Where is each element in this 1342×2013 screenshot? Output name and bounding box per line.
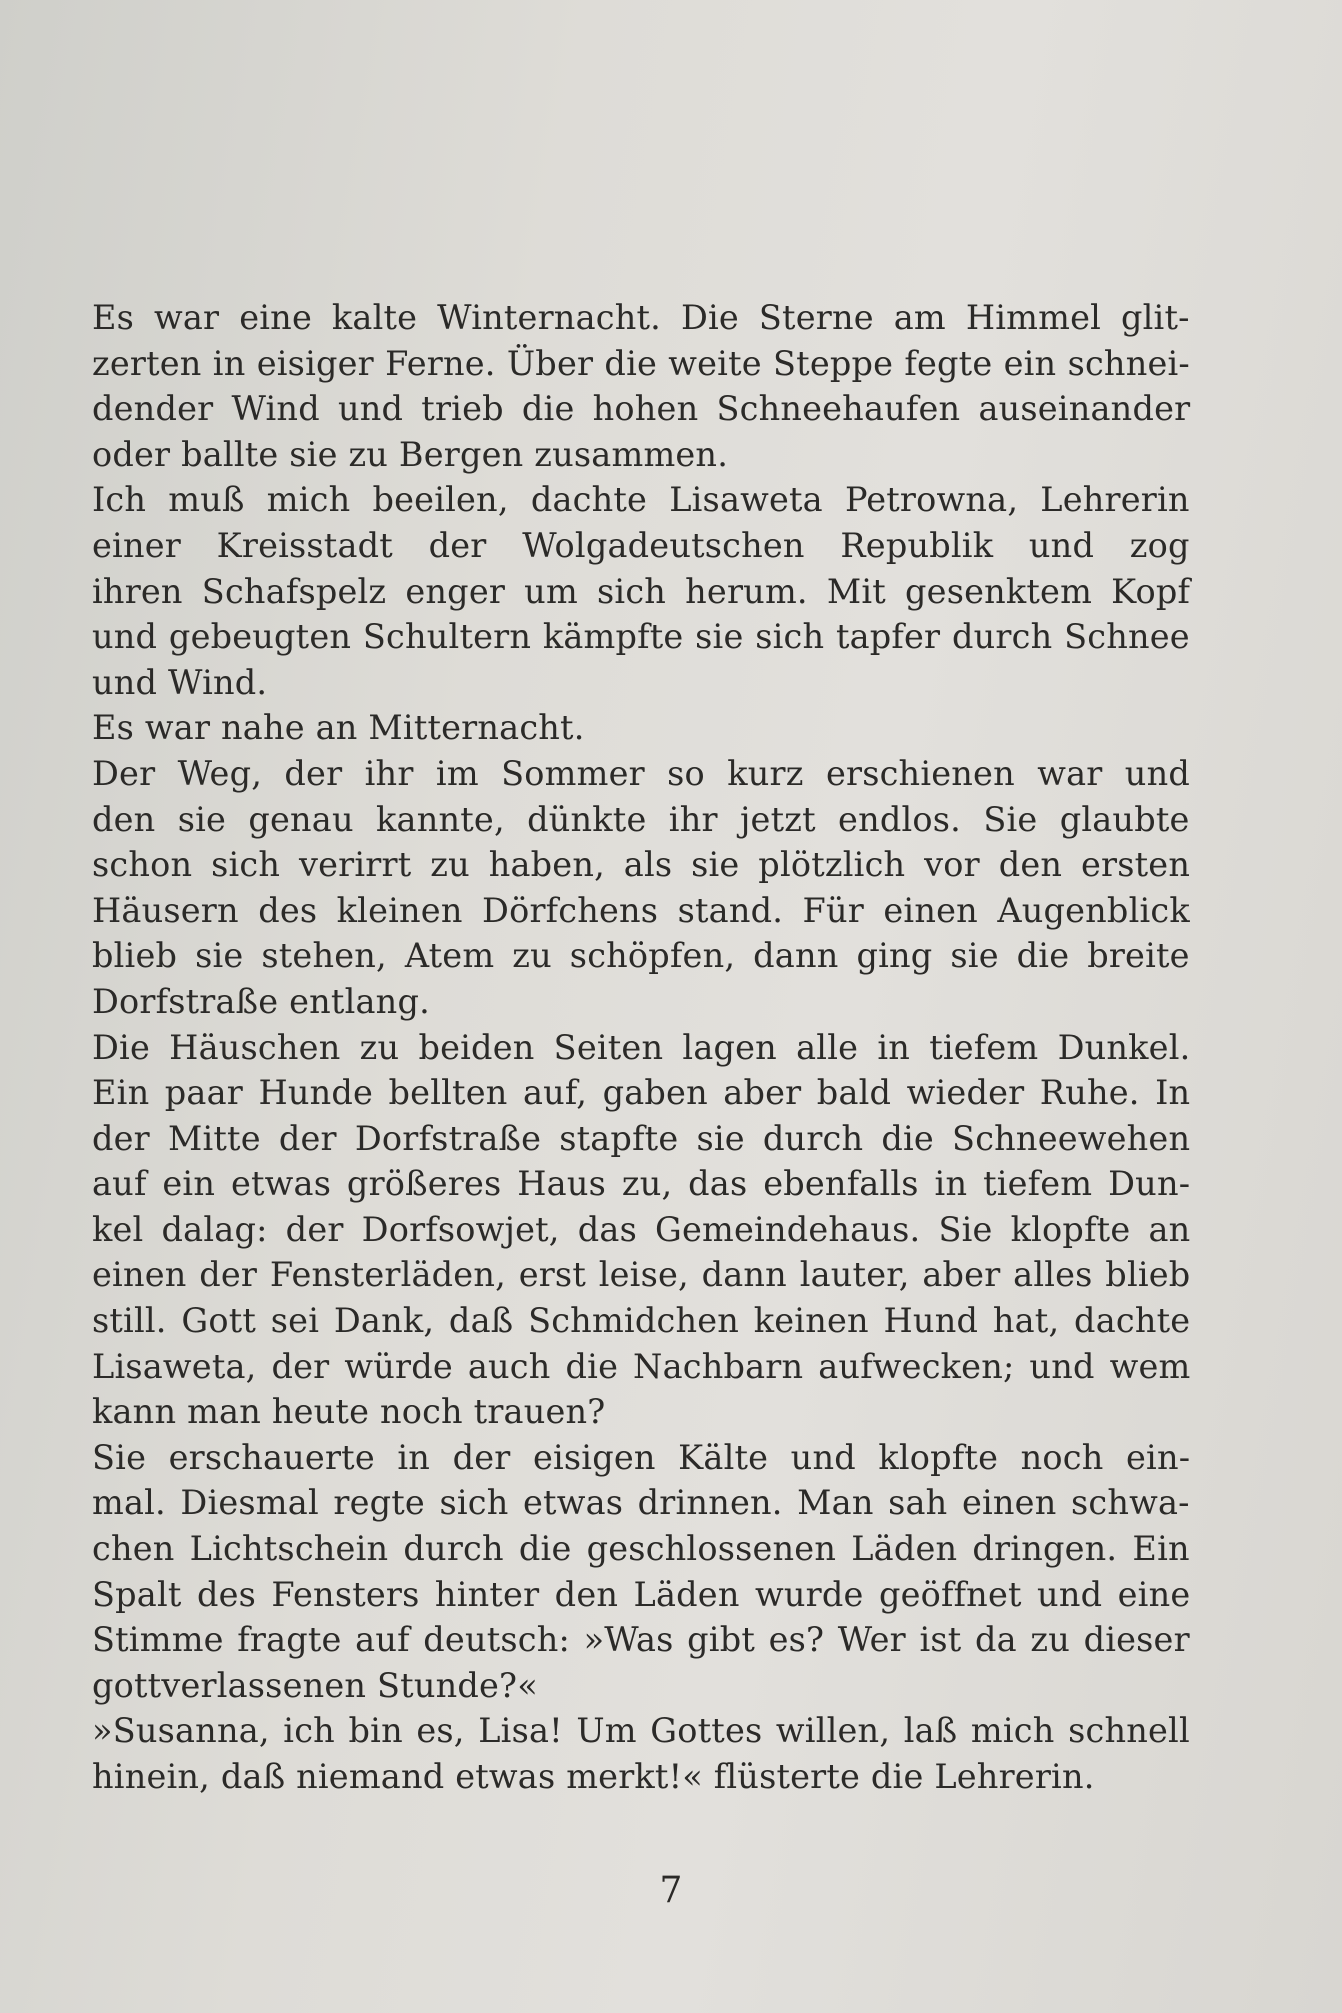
text-line: und gebeugten Schultern kämpfte sie sich tapfer durch Schnee [92,617,1190,657]
text-line: gottverlassenen Stunde?« [92,1665,538,1705]
text-line: den sie genau kannte, dünkte ihr jetzt endlos. Sie glaubte [92,799,1190,839]
text-line: einen der Fensterläden, erst leise, dann lauter, aber alles blieb [92,1255,1191,1295]
text-line: schon sich verirrt zu haben, als sie plötzlich vor den ersten [92,845,1191,885]
text-line: Spalt des Fensters hinter den Läden wurde geöffnet und eine [92,1574,1191,1614]
text-line: blieb sie stehen, Atem zu schöpfen, dann ging sie die breite [92,936,1190,976]
text-line: der Mitte der Dorfstraße stapfte sie durch die Schneewehen [92,1118,1191,1158]
text-line: chen Lichtschein durch die geschlossenen Läden dringen. Ein [92,1529,1190,1569]
text-line: Der Weg, der ihr im Sommer so kurz erschienen war und [92,753,1190,793]
text-line: kann man heute noch trauen? [92,1392,606,1432]
page-number: 7 [659,1870,683,1911]
text-line: und Wind. [92,662,268,702]
text-line: »Susanna, ich bin es, Lisa! Um Gottes willen, laß mich schnell [92,1711,1190,1751]
text-line: Die Häuschen zu beiden Seiten lagen alle in tiefem Dunkel. [92,1027,1191,1067]
text-line: Ein paar Hunde bellten auf, gaben aber bald wieder Ruhe. In [92,1073,1191,1113]
text-line: oder ballte sie zu Bergen zusammen. [92,434,729,474]
text-line: Häusern des kleinen Dörfchens stand. Für einen Augenblick [92,890,1190,930]
text-line: dender Wind und trieb die hohen Schneehaufen auseinander [92,389,1191,429]
text-line: auf ein etwas größeres Haus zu, das ebenfalls in tiefem Dun- [92,1164,1191,1204]
text-line: Es war eine kalte Winternacht. Die Sterne am Himmel glit- [92,298,1190,337]
text-line: Lisaweta, der würde auch die Nachbarn aufwecken; und wem [92,1346,1191,1386]
text-line: einer Kreisstadt der Wolgadeutschen Republik und zog [92,525,1190,565]
text-line: mal. Diesmal regte sich etwas drinnen. Man sah einen schwa- [92,1483,1190,1523]
text-line: Stimme fragte auf deutsch: »Was gibt es? Wer ist da zu dieser [92,1620,1190,1660]
body-text [92,295,1190,1800]
text-line: Es war nahe an Mitternacht. [92,708,585,748]
text-line: Sie erschauerte in der eisigen Kälte und klopfte noch ein- [92,1437,1191,1477]
text-line: kel dalag: der Dorfsowjet, das Gemeindehaus. Sie klopfte an [92,1209,1191,1249]
text-line: still. Gott sei Dank, daß Schmidchen keinen Hund hat, dachte [92,1301,1191,1341]
text-line: hinein, daß niemand etwas merkt!« flüsterte die Lehrerin. [92,1757,1095,1796]
text-line: ihren Schafspelz enger um sich herum. Mit gesenktem Kopf [92,571,1191,611]
text-line: Dorfstraße entlang. [92,981,430,1021]
text-line: zerten in eisiger Ferne. Über die weite Steppe fegte ein schnei- [92,343,1190,383]
text-line: Ich muß mich beeilen, dachte Lisaweta Petrowna, Lehrerin [92,480,1190,520]
